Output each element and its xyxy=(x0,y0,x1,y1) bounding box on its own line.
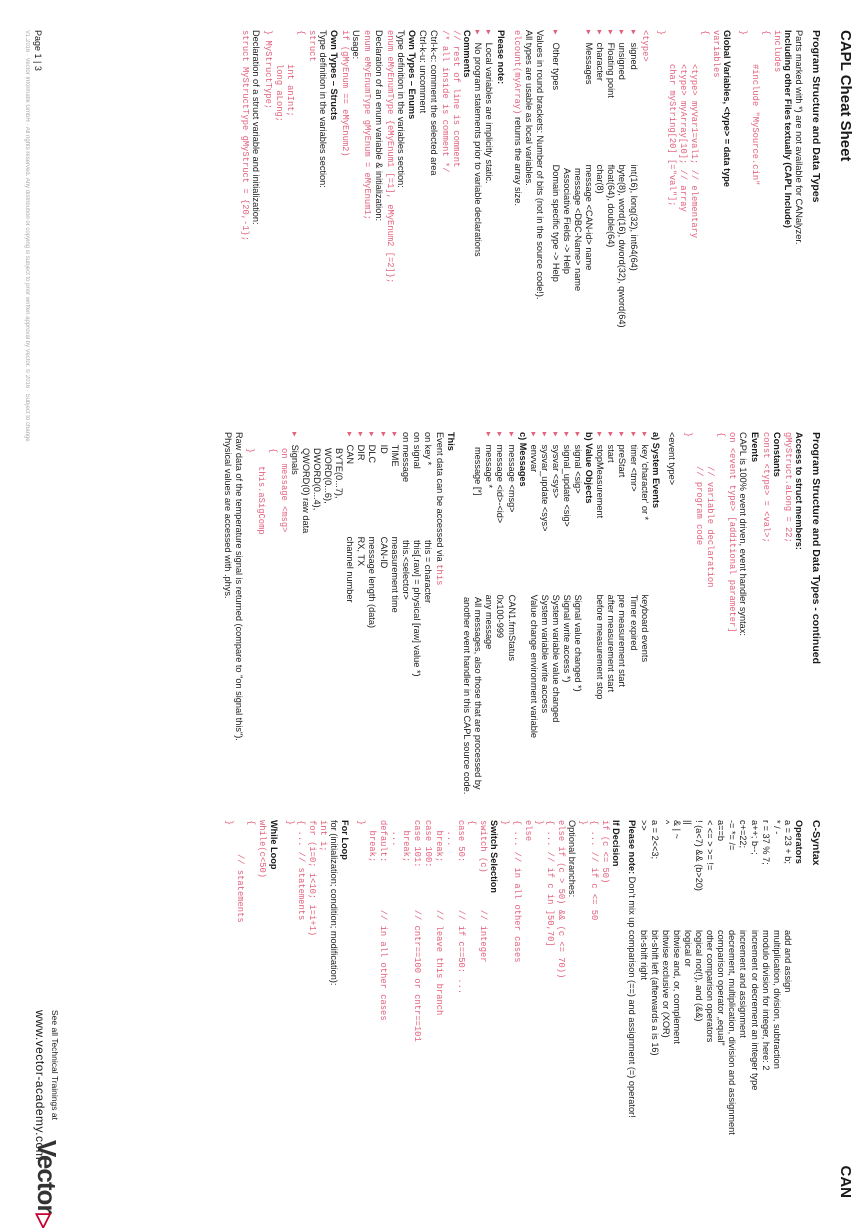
logo-text: Vector xyxy=(32,1140,62,1214)
system-event-row xyxy=(605,432,616,804)
globals-code-line: <type> myArray[10]; // array xyxy=(677,64,688,212)
note-item: ▸ No program statements prior to variable declarations xyxy=(472,30,483,402)
type-value: float(64), double(64) xyxy=(606,164,617,248)
legal-fine-print: V1.2016 · Vector Informatik GmbH · All rights reserved. Any distribution or copying is subject to prior written approval by Vector. © 2016 · Subject to change xyxy=(24,30,30,442)
if-code-line: if (c <= 50) xyxy=(600,820,611,884)
opt-code-line: } xyxy=(500,820,511,826)
system-event-row xyxy=(628,432,639,804)
while-code-line: while(c<50) xyxy=(257,820,268,879)
selector-row xyxy=(389,432,400,804)
include-code-line: #include "MySource.cin" xyxy=(749,64,760,186)
operator-description: increment and assignment xyxy=(738,930,749,1038)
switch-code-line: break; xyxy=(400,820,411,863)
optional-text: Optional branches: xyxy=(567,820,578,898)
value-object-row xyxy=(572,432,583,804)
structs-code-line: int anInt; xyxy=(284,64,295,117)
this-text-part: Event data can be accessed via xyxy=(435,432,445,565)
usage-code: if (gMyEnum == eMyEnum2) xyxy=(340,30,351,157)
operator-description: decrement, multiplication, division and assignment xyxy=(727,930,738,1135)
events-code-line: { xyxy=(716,432,727,438)
value-object-row xyxy=(539,432,550,804)
event-key: ▸ message <msg> xyxy=(506,444,517,513)
structs-text: Declaration of a struct variable and initialization: xyxy=(251,30,262,225)
local-note: All types are usable as local variables. xyxy=(523,30,534,186)
column-program-structure-continued xyxy=(222,432,822,804)
opt-code-line: { ... // in all other cases xyxy=(511,820,522,963)
constants-title: Constants xyxy=(771,432,782,477)
signals-label: ▸ Signals xyxy=(289,432,300,804)
section-title: C-Syntax xyxy=(810,820,822,866)
logo-arrow-icon: ▷ xyxy=(33,1213,55,1228)
type-row xyxy=(594,30,605,402)
operator-description: bitwise and, or, complement xyxy=(671,930,682,1044)
opt-code-line: else if (c > 50) && (c <= 70)) xyxy=(555,820,566,979)
operator-description: comparison operator „equal" xyxy=(716,930,727,1046)
operator-expression: a = 23 + b; xyxy=(782,820,793,864)
operator-row xyxy=(693,820,704,1212)
selector-key: ▸ DLC xyxy=(367,444,378,464)
switch-code-line: break; xyxy=(367,820,378,863)
this-row xyxy=(422,432,433,804)
operator-row xyxy=(649,820,660,1212)
signals-code-line: { xyxy=(267,448,278,454)
globals-code-line: char myString[20] [="val"]; xyxy=(666,64,677,207)
constants-code: const <type> = <val>; xyxy=(760,432,771,543)
note-item: ▸ Local variables are implicitly static. xyxy=(483,30,494,402)
event-desc: 0x100-999 xyxy=(495,594,506,639)
operator-expression: < <= > >= != xyxy=(705,820,716,871)
operator-description: logical not(!), and (&&) xyxy=(694,930,705,1022)
include-code-line: { xyxy=(760,30,771,36)
academy-link[interactable]: www.vector-academy.com xyxy=(33,1010,47,1161)
for-code-line: { ... // statements xyxy=(295,820,306,921)
events-code-line: } xyxy=(682,432,693,438)
event-desc: Value change environment variable xyxy=(528,594,539,738)
events-title: Events xyxy=(749,432,760,463)
vector-logo xyxy=(31,1140,62,1228)
event-key: ▸ sysvar_update <sys> xyxy=(539,444,550,532)
type-value: Domain specific type -> Help xyxy=(550,164,561,282)
system-event-row xyxy=(616,432,627,804)
operator-row xyxy=(760,820,771,1212)
while-code-line: { xyxy=(246,820,257,826)
for-code-line: int i; xyxy=(317,820,328,852)
comment-shortcut: Ctrl-k-u: uncomment xyxy=(417,30,428,114)
event-key: ▸ preStart xyxy=(617,444,628,478)
events-text: CAPL is 100% event driven, event handler syntax: xyxy=(738,432,749,636)
type-key: ▸ Floating point xyxy=(606,42,617,98)
page-title: CAPL Cheat Sheet xyxy=(837,30,854,162)
selector-value: CAN-ID xyxy=(378,536,389,569)
enums-text: Declaration of an enum variable & initialization: xyxy=(373,30,384,221)
enums-title: Own Types – Enums xyxy=(406,30,417,120)
operator-expression: ! (a<7) && (b>20) xyxy=(694,820,705,891)
message-row xyxy=(483,432,494,804)
globals-code-line: variables xyxy=(711,30,722,78)
globals-title: Global Variables, <type> = data type xyxy=(722,30,733,188)
page-number: Page 1 | 3 xyxy=(33,30,43,71)
type-key: ▸ Other types xyxy=(550,42,561,91)
access-title: Access to struct members: xyxy=(793,432,804,550)
section-title: Program Structure and Data Types - continued xyxy=(810,432,822,665)
event-desc: any message xyxy=(484,594,495,650)
event-desc: after measurement start xyxy=(606,594,617,693)
opt-code-line: else xyxy=(522,820,533,842)
event-key: ▸ stopMeasurement xyxy=(595,444,606,519)
event-key: ▸ signal_update <sig> xyxy=(562,444,573,527)
operator-description: multiplication, division, subtraction xyxy=(771,930,782,1069)
value-objects-title: b) Value Objects xyxy=(584,432,595,504)
message-row xyxy=(472,432,483,804)
operator-description: bit-shift left (afterwards a is 16) xyxy=(649,930,660,1056)
page-tag: CAN xyxy=(837,1165,854,1198)
value-object-row xyxy=(561,432,572,804)
this-row xyxy=(400,432,411,804)
include-code-line: } xyxy=(738,30,749,36)
selector-row xyxy=(377,432,388,804)
operator-expression: || xyxy=(682,820,693,825)
operator-row xyxy=(726,820,737,1212)
selector-row xyxy=(355,432,366,804)
trainings-note: See all Technical Trainings at xyxy=(50,1010,60,1120)
system-event-row xyxy=(639,432,650,804)
operator-description: bitwise exclusive or (XOR) xyxy=(660,930,671,1038)
type-more: message <DBC-Name> name xyxy=(573,168,584,292)
type-key: ▸ unsigned xyxy=(617,42,628,80)
event-desc: Timer expired xyxy=(628,594,639,651)
selector-key: ▸ ID xyxy=(378,444,389,454)
switch-title: Switch Selection xyxy=(489,820,500,894)
operators-title: Operators xyxy=(793,820,804,864)
value-object-row xyxy=(528,432,539,804)
event-key: ▸ signal <sig> xyxy=(573,444,584,494)
switch-code-line: default: // in all other cases xyxy=(378,820,389,1021)
operator-expression: c+=22; xyxy=(738,820,749,849)
operator-description: increment or decrement an integer type xyxy=(749,930,760,1091)
while-code-line: // statements xyxy=(235,854,246,923)
type-value: int(16), long(32), int64(64) xyxy=(628,164,639,271)
operator-row xyxy=(748,820,759,1212)
event-desc: System variable write access xyxy=(539,594,550,714)
switch-code-line: break; // leave this branch xyxy=(433,820,444,1016)
type-key: ▸ Messages xyxy=(584,42,595,85)
comments-title: Comments xyxy=(462,30,473,78)
types-code-label: <type> xyxy=(639,30,650,62)
selector-data: QWORD(0) raw data xyxy=(300,448,311,534)
operator-description: other comparison operators xyxy=(705,930,716,1043)
this-value: this.<selector> xyxy=(400,540,411,600)
comment-code: // rest of line is comment xyxy=(451,30,462,168)
event-desc: another event handler in this CAPL source code. xyxy=(462,597,473,795)
type-key: ▸ signed xyxy=(628,42,639,70)
enums-code: enum eMyEnumType {eMyEnum1 [=1], eMyEnum2 [=2]}; xyxy=(384,30,395,284)
operator-expression: r = 37 % 7; xyxy=(760,820,771,865)
selector-data: DWORD(0...4), xyxy=(311,448,322,511)
phys-note: Physical values are accessed with .phys. xyxy=(223,432,234,599)
selector-key: ▸ TIME xyxy=(389,444,400,467)
type-value: byte(8), word(16), dword(32), qword(64) xyxy=(617,164,628,328)
operator-row xyxy=(704,820,715,1212)
selector-value: RX, TX xyxy=(356,536,367,567)
if-title: If Decision xyxy=(611,820,622,867)
type-row xyxy=(616,30,627,402)
column-program-structure xyxy=(239,30,822,402)
selector-key: ▸ CAN xyxy=(345,444,356,465)
structs-text: Type definition in the variables section: xyxy=(318,30,329,188)
event-desc: All messages, also those that are processed by xyxy=(473,597,484,790)
if-code-line: { ... // if c <= 50 xyxy=(589,820,600,921)
selector-value: message length (data) xyxy=(367,536,378,629)
include-code-line: includes xyxy=(771,30,782,73)
operator-row xyxy=(682,820,693,1212)
messages-title: c) Messages xyxy=(517,432,528,487)
selector-key: ▸ DIR xyxy=(356,444,367,461)
event-desc: CAN1.frmStatus xyxy=(506,594,517,661)
events-code-line: // program code xyxy=(694,466,705,546)
structs-code-line: struct xyxy=(306,30,317,62)
this-row xyxy=(411,432,422,804)
this-text xyxy=(433,432,445,804)
signals-code-line: this.aSigComp xyxy=(256,466,267,535)
include-title: Including other Files textually (CAPL Include) xyxy=(782,30,793,228)
comment-code: /* all inside is comment */ xyxy=(440,30,451,173)
message-row xyxy=(505,432,516,804)
operator-expression: & | ~ xyxy=(671,820,682,839)
event-key: ▸ envvar xyxy=(528,444,539,473)
values-note: Values in round brackets: Number of bits (not in the source code!). xyxy=(534,30,545,300)
event-desc: Signal value changed *) xyxy=(573,594,584,692)
for-code-line: for (i=0; i<10; i=i+1) xyxy=(306,820,317,937)
type-key: ▸ character xyxy=(595,42,606,81)
structs-code: struct MyStructType gMyStruct = {20,-1}; xyxy=(240,30,251,242)
event-key: ▸ timer <tmr> xyxy=(628,444,639,492)
type-row xyxy=(550,30,561,402)
for-text: for (initialization; condition; modification): xyxy=(329,820,340,986)
selector-row xyxy=(344,432,355,804)
enums-code: enum eMyEnumType gMyEnum = eMyEnum1; xyxy=(362,30,373,221)
event-key: ▸ message * xyxy=(484,444,495,489)
event-key: ▸ key 'character' or * xyxy=(639,444,650,521)
event-desc: before measurement stop xyxy=(595,594,606,700)
message-row xyxy=(494,432,505,804)
event-key: ▸ start xyxy=(606,444,617,463)
selector-value: measurement time xyxy=(389,536,400,613)
selector-row xyxy=(366,432,377,804)
type-value: message <CAN-id> name xyxy=(584,164,595,271)
operators-note xyxy=(626,820,637,1212)
operator-expression: a++; b--; xyxy=(749,820,760,855)
structs-title: Own Types – Structs xyxy=(329,30,340,121)
operator-row xyxy=(771,820,782,1212)
elcount-text: returns the array size. xyxy=(512,114,523,206)
usage-text: Usage: xyxy=(351,30,362,60)
type-value: char(8) xyxy=(595,164,606,194)
for-code-line: } xyxy=(284,820,295,826)
system-event-row xyxy=(594,432,605,804)
event-type-label: <event type> xyxy=(666,432,677,486)
column-c-syntax xyxy=(223,820,822,1212)
type-row xyxy=(583,30,594,402)
switch-code-line: } xyxy=(356,820,367,826)
events-code-line: on <event type> [additional parameter] xyxy=(727,432,738,633)
switch-code xyxy=(355,820,488,1212)
access-code: gMyStruct.aLong = 22; xyxy=(782,432,793,543)
operator-row xyxy=(638,820,649,1212)
event-desc: keyboard events xyxy=(639,594,650,663)
event-key: message [*] xyxy=(473,447,484,496)
event-desc: pre measurement start xyxy=(617,594,628,688)
operators-note-text: Don't mix up comparison (==) and assignment (=) operator! xyxy=(627,874,638,1118)
type-row xyxy=(605,30,616,402)
operator-expression: a==b xyxy=(716,820,727,841)
switch-code-line: case 100: xyxy=(422,820,433,868)
operator-description: bit-shift right xyxy=(638,930,649,981)
operator-row xyxy=(660,820,671,1212)
operator-description: modulo division for integer, here: 2 xyxy=(760,930,771,1071)
selector-data: BYTE(0...7), xyxy=(334,448,345,499)
signals-code-line: } xyxy=(245,448,256,454)
this-value: this[.raw] = physical [raw] value *) xyxy=(411,540,422,677)
value-object-row xyxy=(550,432,561,804)
selector-value: channel number xyxy=(345,536,356,603)
this-key: on message xyxy=(400,432,411,483)
operators-note-label: Please note: xyxy=(627,820,638,875)
structs-code-line: long aLong; xyxy=(273,64,284,123)
switch-code-line: ... xyxy=(389,820,400,847)
operator-expression: a = 2<<3; xyxy=(649,820,660,860)
globals-code-line: } xyxy=(655,30,666,36)
for-title: For Loop xyxy=(340,820,351,860)
operator-description: logical or xyxy=(682,930,693,967)
structs-code-line: { xyxy=(295,30,306,36)
intro-text: Parts marked with *) are not available for CANalyzer. xyxy=(793,30,804,245)
operator-row xyxy=(715,820,726,1212)
selector-data: WORD(0...6), xyxy=(323,448,334,504)
operator-expression: * / - xyxy=(771,820,782,835)
please-note: Please note: xyxy=(495,30,506,85)
signals-code-line: on message <msg> xyxy=(278,448,289,533)
raw-note: Raw data of the temperature signal is returned (compare to "on signal this"). xyxy=(234,432,245,741)
while-code-line: } xyxy=(224,820,235,826)
switch-code-line: case 101: // cntr==100 or cntr==101 xyxy=(411,820,422,1042)
operator-row xyxy=(737,820,748,1212)
opt-code-line: { ... // if c in ]50,70] xyxy=(544,820,555,947)
switch-code-line: switch (c) // integer xyxy=(478,820,489,963)
switch-code-line: { xyxy=(467,820,478,826)
elcount-code: elcount(myArray) xyxy=(511,30,522,115)
event-desc: Signal write access *) xyxy=(562,594,573,683)
this-key: on key * xyxy=(422,432,433,466)
switch-code-line: case 50: // if c==50: ... xyxy=(456,820,467,995)
system-events-title: a) System Events xyxy=(650,432,661,509)
operator-row xyxy=(782,820,793,1212)
operators-list xyxy=(638,820,793,1212)
operator-row xyxy=(671,820,682,1212)
event-key: ▸ sysvar <sys> xyxy=(550,444,561,499)
this-value: this = character xyxy=(422,540,433,604)
event-key: ▸ message <id>-<id> xyxy=(495,444,506,524)
operator-expression: >> xyxy=(638,820,649,831)
this-code: this xyxy=(434,564,444,586)
if-code-line: } xyxy=(578,820,589,826)
elcount-line xyxy=(511,30,523,402)
type-more: Associative Fields -> Help xyxy=(562,168,573,274)
this-title: This xyxy=(446,432,457,451)
section-title: Program Structure and Data Types xyxy=(810,30,822,203)
operator-expression: ^ xyxy=(660,820,671,825)
operator-description: add and assign xyxy=(782,930,793,993)
structs-code-line: } MyStructType; xyxy=(262,30,273,110)
comment-shortcut: Ctrl-k-c: comment the selected area xyxy=(429,30,439,176)
events-code-line: // variable declaration xyxy=(705,466,716,588)
opt-code-line: } xyxy=(533,820,544,826)
type-row xyxy=(628,30,639,402)
globals-code-line: <type> myVar1=val1; // elementary xyxy=(689,64,700,239)
enums-text: Type definition in the variables section: xyxy=(395,30,406,188)
switch-code-line: ... xyxy=(445,820,455,847)
event-desc: System variable value changed xyxy=(550,594,561,723)
globals-code-line: { xyxy=(700,30,711,36)
this-key: on signal xyxy=(411,432,422,469)
operator-expression: -= *= /= xyxy=(727,820,738,851)
while-title: While Loop xyxy=(268,820,279,870)
